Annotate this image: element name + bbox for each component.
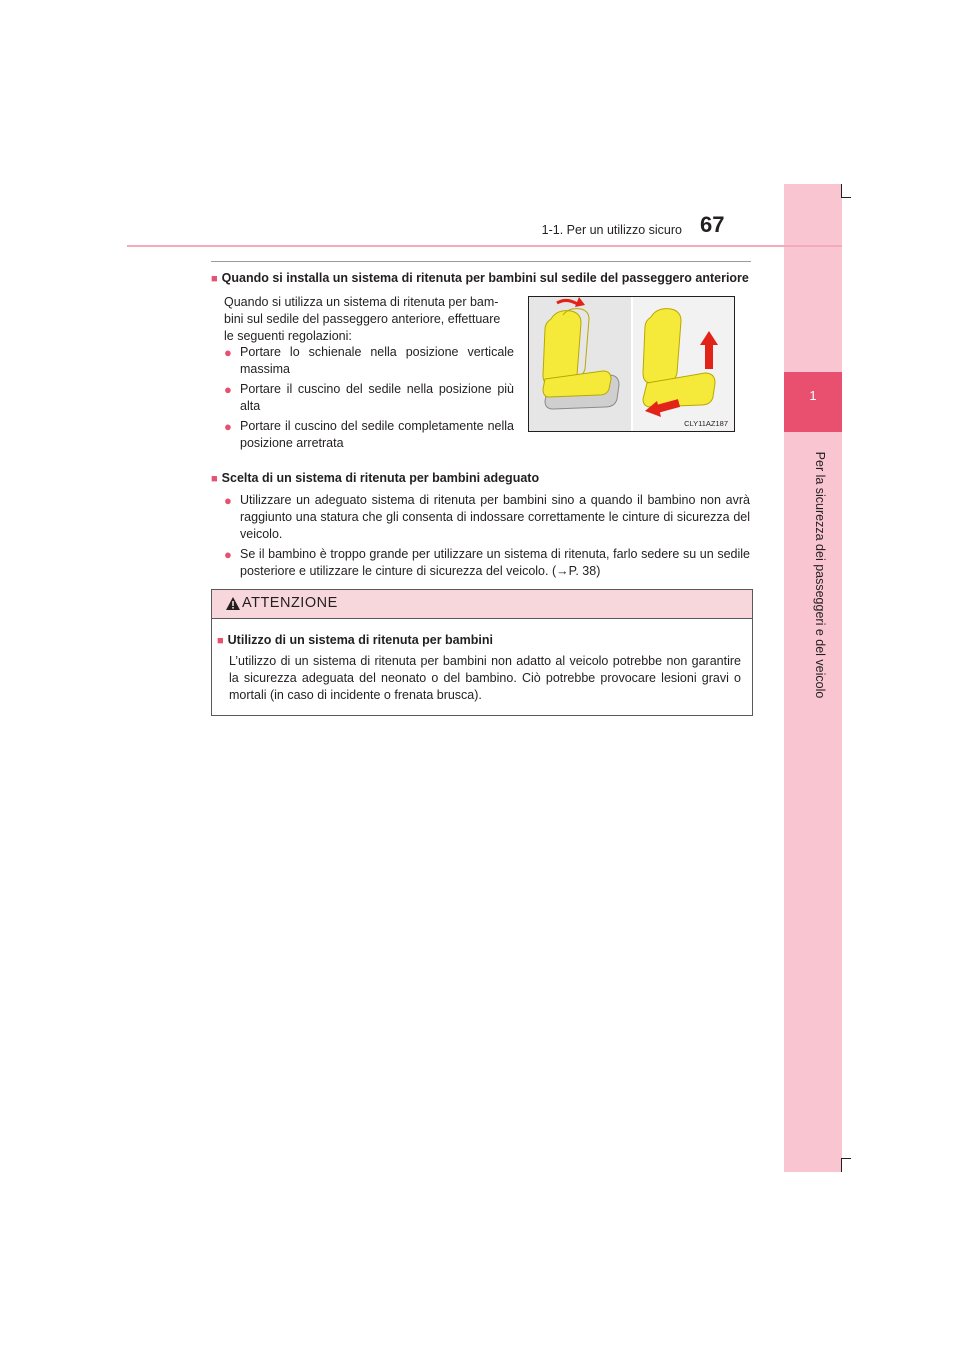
caution-line: mortali (in caso di incidente o frenata brusca).: [229, 688, 482, 702]
section2-heading: [211, 469, 771, 488]
list-item: [224, 344, 516, 380]
circle-bullet-icon: ●: [224, 419, 232, 434]
circle-bullet-icon: ●: [224, 547, 232, 562]
bullet-line: massima: [240, 362, 291, 376]
crop-mark-top: [841, 184, 842, 198]
list-item: [224, 546, 752, 582]
page-number: 67: [700, 212, 725, 237]
bullet-line: raggiunto una statura che gli consenta di indossare correttamente le cinture di sicurezza del: [240, 510, 750, 524]
intro-line: Quando si utilizza un sistema di ritenuta per bam-: [224, 295, 499, 309]
chapter-side-label: [810, 440, 826, 710]
caution-line: L’utilizzo di un sistema di ritenuta per bambini non adatto al veicolo potrebbe non garantire: [229, 654, 741, 668]
bullet-line: Se il bambino è troppo grande per utilizzare un sistema di ritenuta, farlo sedere su un sedile: [240, 547, 750, 561]
bullet-line: posizione arretrata: [240, 436, 344, 450]
list-item: [224, 418, 516, 454]
list-item: [224, 381, 516, 417]
section1-intro: [224, 294, 514, 345]
section-title: 1-1. Per un utilizzo sicuro: [541, 223, 682, 237]
up-arrow-icon: [705, 343, 713, 369]
square-bullet-icon: ■: [211, 273, 218, 285]
crop-mark-top-h: [841, 197, 851, 198]
section1-heading: [211, 269, 771, 288]
caution-heading: [217, 631, 737, 650]
circle-bullet-icon: ●: [224, 382, 232, 397]
figure-code: CLY11AZ187: [684, 419, 728, 428]
caution-line: la sicurezza adeguata del neonato o del bambino. Ciò potrebbe provocare lesioni gravi o: [229, 671, 741, 685]
chapter-number: 1: [809, 388, 817, 403]
square-bullet-icon: ■: [217, 635, 224, 647]
bullet-line: Portare lo schienale nella posizione verticale: [240, 345, 514, 359]
bullet-line: Utilizzare un adeguato sistema di ritenuta per bambini sino a quando il bambino non avrà: [240, 493, 750, 507]
content-top-rule: [211, 261, 751, 262]
bullet-line: Portare il cuscino del sedile nella posizione più: [240, 382, 514, 396]
circle-bullet-icon: ●: [224, 345, 232, 360]
section1-heading-text: Quando si installa un sistema di ritenuta per bambini sul sedile del passeggero anteriore: [221, 271, 749, 285]
header-rule: [127, 245, 842, 247]
bullet-line: veicolo.: [240, 527, 283, 541]
caution-box: [211, 589, 753, 716]
crop-mark-bottom: [841, 1158, 842, 1172]
square-bullet-icon: ■: [211, 473, 218, 485]
caution-body: [229, 653, 741, 704]
bullet-line: posteriore e utilizzare le cinture di sicurezza del veicolo. (→P. 38): [240, 564, 601, 578]
caution-header: [212, 590, 752, 619]
bullet-line: alta: [240, 399, 261, 413]
caution-heading-text: Utilizzo di un sistema di ritenuta per bambini: [227, 633, 493, 647]
seat-adjustment-figure: [528, 296, 735, 432]
section2-heading-text: Scelta di un sistema di ritenuta per bambini adeguato: [221, 471, 540, 485]
intro-line: le seguenti regolazioni:: [224, 329, 352, 343]
chapter-side-label-text: Per la sicurezza dei passeggeri e del veicolo: [813, 451, 827, 699]
circle-bullet-icon: ●: [224, 493, 232, 508]
seat-illustration: [529, 297, 734, 431]
list-item: [224, 492, 752, 546]
crop-mark-bottom-h: [841, 1158, 851, 1159]
caution-title: ATTENZIONE: [242, 595, 338, 611]
warning-icon: [226, 597, 240, 610]
intro-line: bini sul sedile del passeggero anteriore, effettuare: [224, 312, 501, 326]
bullet-line: Portare il cuscino del sedile completamente nella: [240, 419, 514, 433]
